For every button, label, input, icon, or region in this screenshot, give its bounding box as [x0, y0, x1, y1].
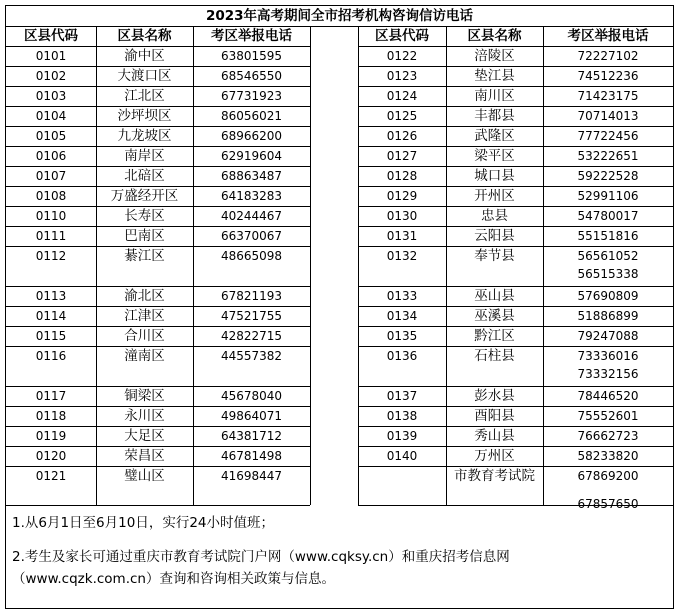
district-code: 0140: [386, 449, 418, 463]
district-code: 0129: [386, 189, 418, 203]
district-name: 江北区: [124, 88, 165, 104]
district-code: 0124: [386, 89, 418, 103]
report-phone: 55151816: [577, 229, 639, 243]
district-name: 忠县: [481, 208, 508, 224]
district-code: 0102: [35, 69, 67, 83]
district-code: 0101: [35, 49, 67, 63]
district-code: 0128: [386, 169, 418, 183]
report-phone: 67731923: [220, 89, 283, 103]
report-phone: 68546550: [220, 69, 283, 83]
district-code: 0131: [386, 229, 418, 243]
district-code: 0117: [35, 389, 67, 403]
report-phone: 56515338: [577, 267, 639, 281]
district-name: 南岸区: [124, 148, 165, 164]
district-name: 大渡口区: [117, 68, 172, 84]
table-title: 2023年高考期间全市招考机构咨询信访电话: [6, 6, 673, 27]
report-phone: 62919604: [220, 149, 283, 163]
district-name: 江津区: [124, 308, 165, 324]
report-phone: 45678040: [220, 389, 283, 403]
district-name: 垫江县: [474, 68, 515, 84]
district-name: 南川区: [474, 88, 515, 104]
district-name: 奉节县: [474, 248, 515, 264]
report-phone: 63801595: [220, 49, 283, 63]
district-name: 黔江区: [474, 328, 515, 344]
district-code: 0112: [35, 249, 67, 263]
report-phone: 57690809: [577, 289, 639, 303]
report-phone: 68966200: [220, 129, 283, 143]
district-code: 0106: [35, 149, 67, 163]
report-phone: 74512236: [577, 69, 639, 83]
district-name: 荣昌区: [124, 448, 165, 464]
district-name: 云阳县: [474, 228, 515, 244]
report-phone: 70714013: [577, 109, 639, 123]
column-header: 区县代码: [24, 28, 78, 44]
district-name: 渝中区: [124, 48, 165, 64]
district-code: 0123: [386, 69, 418, 83]
report-phone: 78446520: [577, 389, 639, 403]
report-phone: 51886899: [577, 309, 639, 323]
district-code: 0104: [35, 109, 67, 123]
district-name: 梁平区: [474, 148, 515, 164]
report-phone: 76662723: [577, 429, 639, 443]
report-phone: 75552601: [577, 409, 639, 423]
report-phone: 42822715: [220, 329, 283, 343]
district-name: 丰都县: [474, 108, 515, 124]
district-code: 0137: [386, 389, 418, 403]
district-code: 0132: [386, 249, 418, 263]
report-phone: 41698447: [220, 469, 283, 483]
report-phone: 73336016: [577, 349, 639, 363]
column-header: 区县名称: [467, 28, 522, 44]
report-phone: 40244467: [220, 209, 283, 223]
report-phone: 47521755: [220, 309, 283, 323]
report-phone: 79247088: [577, 329, 639, 343]
district-name: 綦江区: [124, 248, 165, 264]
district-name: 石柱县: [474, 348, 515, 364]
district-code: 0134: [386, 309, 418, 323]
district-code: 0121: [35, 469, 67, 483]
district-name: 武隆区: [474, 128, 515, 144]
district-code: 0138: [386, 409, 418, 423]
district-code: 0118: [35, 409, 67, 423]
district-name: 九龙坡区: [117, 128, 172, 144]
district-code: 0125: [386, 109, 418, 123]
district-name: 潼南区: [124, 348, 165, 364]
column-header: 区县代码: [375, 28, 429, 44]
district-code: 0119: [35, 429, 67, 443]
report-phone: 56561052: [577, 249, 639, 263]
district-name: 永川区: [124, 408, 165, 424]
district-name: 市教育考试院: [454, 468, 535, 484]
district-name: 沙坪坝区: [117, 108, 172, 124]
district-code: 0135: [386, 329, 418, 343]
report-phone: 86056021: [220, 109, 283, 123]
district-name: 大足区: [124, 428, 165, 444]
report-phone: 64381712: [220, 429, 283, 443]
note-3: （www.cqzk.com.cn）查询和咨询相关政策与信息。: [12, 571, 335, 587]
report-phone: 49864071: [220, 409, 283, 423]
district-name: 万州区: [474, 448, 515, 464]
report-phone: 67869200: [577, 469, 639, 483]
district-code: 0114: [35, 309, 67, 323]
column-header: 区县名称: [117, 28, 172, 44]
report-phone: 58233820: [577, 449, 639, 463]
district-name: 长寿区: [124, 208, 165, 224]
district-code: 0120: [35, 449, 67, 463]
district-name: 巴南区: [124, 228, 165, 244]
report-phone: 48665098: [220, 249, 283, 263]
column-divider: [310, 26, 311, 505]
district-name: 北碚区: [124, 168, 165, 184]
report-phone: 54780017: [577, 209, 639, 223]
district-name: 彭水县: [474, 388, 515, 404]
district-code: 0122: [386, 49, 418, 63]
column-header: 考区举报电话: [211, 28, 292, 44]
district-code: 0113: [35, 289, 67, 303]
report-phone: 44557382: [220, 349, 283, 363]
district-name: 合川区: [124, 328, 165, 344]
district-name: 秀山县: [474, 428, 515, 444]
report-phone: 67821193: [220, 289, 283, 303]
district-name: 巫山县: [474, 288, 515, 304]
column-header: 考区举报电话: [567, 28, 649, 44]
report-phone: 59222528: [577, 169, 639, 183]
district-name: 万盛经开区: [110, 188, 179, 204]
district-code: 0126: [386, 129, 418, 143]
row-divider-left: [6, 505, 310, 506]
note-1: 1.从6月1日至6月10日，实行24小时值班；: [12, 515, 275, 531]
district-name: 铜梁区: [124, 388, 165, 404]
district-code: 0136: [386, 349, 418, 363]
district-code: 0107: [35, 169, 67, 183]
report-phone: 73332156: [577, 367, 639, 381]
district-name: 璧山区: [124, 468, 165, 484]
report-phone: 53222651: [577, 149, 639, 163]
district-code: 0111: [35, 229, 67, 243]
report-phone: 66370067: [220, 229, 283, 243]
district-name: 酉阳县: [474, 408, 515, 424]
report-phone: 46781498: [220, 449, 283, 463]
district-code: 0130: [386, 209, 418, 223]
district-name: 巫溪县: [474, 308, 515, 324]
report-phone: 72227102: [577, 49, 639, 63]
district-code: 0110: [35, 209, 67, 223]
report-phone: 77722456: [577, 129, 639, 143]
district-name: 渝北区: [124, 288, 165, 304]
report-phone: 67857650: [577, 497, 639, 511]
report-phone: 52991106: [577, 189, 639, 203]
district-name: 开州区: [474, 188, 515, 204]
district-code: 0139: [386, 429, 418, 443]
district-code: 0116: [35, 349, 67, 363]
district-code: 0133: [386, 289, 418, 303]
report-phone: 71423175: [577, 89, 639, 103]
district-code: 0127: [386, 149, 418, 163]
district-name: 涪陵区: [474, 48, 515, 64]
district-code: 0103: [35, 89, 67, 103]
district-code: 0105: [35, 129, 67, 143]
report-phone: 64183283: [220, 189, 283, 203]
district-code: 0108: [35, 189, 67, 203]
report-phone: 68863487: [220, 169, 283, 183]
note-2: 2.考生及家长可通过重庆市教育考试院门户网（www.cqksy.cn）和重庆招考信息网: [12, 549, 510, 565]
hotline-table: [5, 5, 674, 609]
district-name: 城口县: [474, 168, 515, 184]
district-code: 0115: [35, 329, 67, 343]
